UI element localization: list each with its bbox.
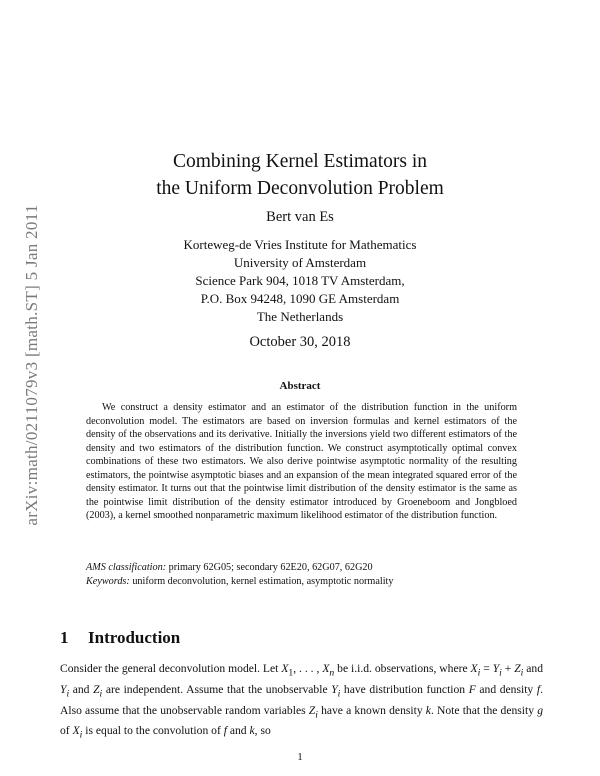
intro-text: is equal to the convolution of [82, 724, 224, 738]
arxiv-identifier: arXiv:math/0211079v3 [math.ST] 5 Jan 2011 [22, 204, 41, 526]
introduction-paragraph: Consider the general deconvolution model. Let $X_1$, . . . , $X_n$ be i.i.d. observations, where $X_i = Y_i + Z_i$ and $Y_i$ and $Z_i$ are independent. Assume that the unobservable $Y_i$ have distribution function F and density f. Also assume that the unobservable random variables $Z_i$ have a known density k. Note that the density g of $X_i$ is equal to the convolution of f and k, so [60, 662, 544, 741]
abstract-heading: Abstract [279, 380, 321, 392]
keywords-text: uniform deconvolution, kernel estimation, asymptotic normality [129, 576, 394, 587]
intro-text: and density [475, 682, 537, 696]
section-heading [60, 628, 180, 648]
intro-text: . Note that the density [430, 703, 538, 717]
ams-codes: primary 62G05; secondary 62E20, 62G07, 62G20 [166, 562, 373, 573]
affiliation-line: University of Amsterdam [233, 255, 367, 270]
ams-classification [86, 561, 517, 575]
affiliation-line: The Netherlands [256, 309, 344, 324]
page-number: 1 [297, 751, 303, 763]
intro-text: Consider the general deconvolution model. Let [60, 662, 282, 675]
intro-text: have distribution function [340, 682, 469, 696]
abstract-text: We construct a density estimator and an estimator of the distribution function in the uniform deconvolution model. The estimators are based on inversion formulas and kernel estimators of the density of the observations and its derivative. Initially the inversions yield two different estimators of the density and two estimators of the distribution function. We construct asymptotically optimal convex combinations of these two estimators. We also derive pointwise asymptotic normality of the resulting estimators, the pointwise asymptotic biases and an expansion of the mean integrated squared error of the density estimator. It turns out that the pointwise limit distribution of the density estimator is the same as the pointwise limit distribution of the density estimator introduced by Groeneboom and Jongbloed (2003), a kernel smoothed nonparametric maximum likelihood estimator of the distribution function. [86, 402, 517, 521]
author-name: Bert van Es [266, 209, 334, 225]
intro-text: , so [254, 724, 271, 738]
section-number: 1 [60, 628, 69, 647]
ams-label: AMS classification: [86, 562, 167, 573]
paper-date: October 30, 2018 [249, 334, 351, 350]
intro-text: and [69, 682, 94, 696]
title-line-1: Combining Kernel Estimators in [172, 151, 427, 172]
classification-block [86, 561, 517, 589]
intro-text: and [226, 724, 250, 738]
intro-text: are independent. Assume that the unobservable [102, 682, 332, 696]
intro-text: of [60, 724, 73, 738]
keywords [86, 575, 517, 589]
intro-text: and [523, 662, 544, 675]
keywords-label: Keywords: [86, 576, 130, 587]
intro-text: be i.i.d. observations, where [334, 662, 471, 675]
title-line-2: the Uniform Deconvolution Problem [156, 178, 444, 199]
intro-text: . Also assume that the unobservable random variables [60, 682, 543, 717]
intro-text: have a known density [317, 703, 426, 717]
affiliation-line: Korteweg-de Vries Institute for Mathematics [183, 237, 417, 252]
affiliation [90, 236, 510, 326]
paper-title [90, 148, 510, 202]
section-title: Introduction [88, 628, 181, 647]
affiliation-line: Science Park 904, 1018 TV Amsterdam, [195, 273, 405, 288]
affiliation-line: P.O. Box 94248, 1090 GE Amsterdam [200, 291, 400, 306]
